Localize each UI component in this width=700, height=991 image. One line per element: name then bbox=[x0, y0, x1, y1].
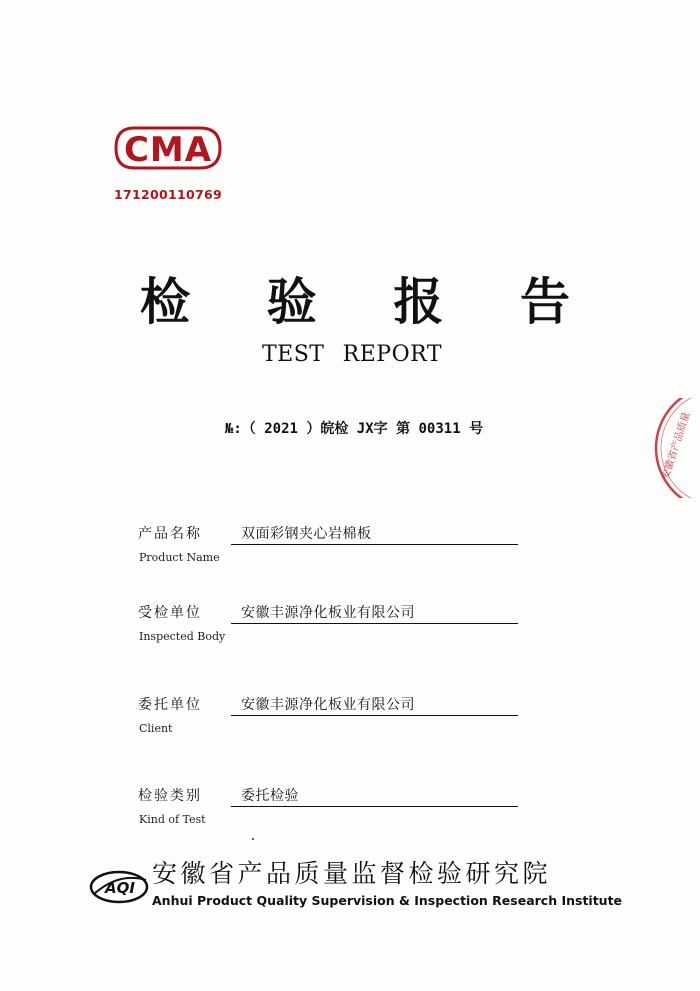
cma-logo-text: CMA bbox=[123, 130, 213, 170]
institute-name-cn: 安徽省产品质量监督检验研究院 bbox=[152, 859, 552, 888]
field-label-en: Product Name bbox=[139, 551, 220, 564]
field-label-en: Kind of Test bbox=[139, 813, 206, 826]
field-label-en: Inspected Body bbox=[139, 630, 226, 643]
official-seal bbox=[640, 398, 700, 498]
title-char: 报 bbox=[393, 273, 444, 331]
field-value: 安徽丰源净化板业有限公司 bbox=[241, 697, 415, 713]
seal-text: 安徽省产品质量 bbox=[660, 410, 693, 481]
field-underline bbox=[231, 623, 518, 624]
field-value: 委托检验 bbox=[241, 788, 299, 804]
field-client bbox=[138, 694, 520, 744]
title-char: 告 bbox=[519, 273, 570, 331]
field-label-cn: 受检单位 bbox=[138, 605, 202, 621]
speck bbox=[252, 838, 254, 840]
field-underline bbox=[231, 715, 518, 716]
field-underline bbox=[231, 806, 518, 807]
title-char: 检 bbox=[140, 273, 190, 331]
aqi-logo-text: AQI bbox=[105, 879, 135, 897]
title-en-word: REPORT bbox=[342, 342, 442, 367]
cma-certificate-number: 171200110769 bbox=[114, 187, 222, 202]
cma-certification-logo bbox=[112, 120, 224, 176]
field-label-cn: 检验类别 bbox=[138, 788, 202, 804]
report-number: №:（ 2021 ）皖检 JX字 第 00311 号 bbox=[224, 421, 484, 437]
field-label-cn: 产品名称 bbox=[138, 526, 202, 542]
aqi-logo bbox=[88, 868, 150, 906]
field-value: 双面彩钢夹心岩棉板 bbox=[241, 526, 372, 542]
field-label-cn: 委托单位 bbox=[138, 697, 202, 713]
title-en-word: TEST bbox=[262, 342, 325, 367]
field-value: 安徽丰源净化板业有限公司 bbox=[241, 605, 415, 621]
institute-name-en: Anhui Product Quality Supervision & Inspection Research Institute bbox=[152, 893, 623, 908]
report-title-cn bbox=[140, 272, 570, 332]
title-char: 验 bbox=[266, 273, 317, 331]
field-kind-of-test bbox=[138, 785, 520, 835]
report-title-en bbox=[262, 342, 442, 367]
field-inspected-body bbox=[138, 602, 520, 652]
field-label-en: Client bbox=[139, 722, 173, 735]
field-product-name bbox=[138, 523, 520, 573]
field-underline bbox=[231, 544, 518, 545]
